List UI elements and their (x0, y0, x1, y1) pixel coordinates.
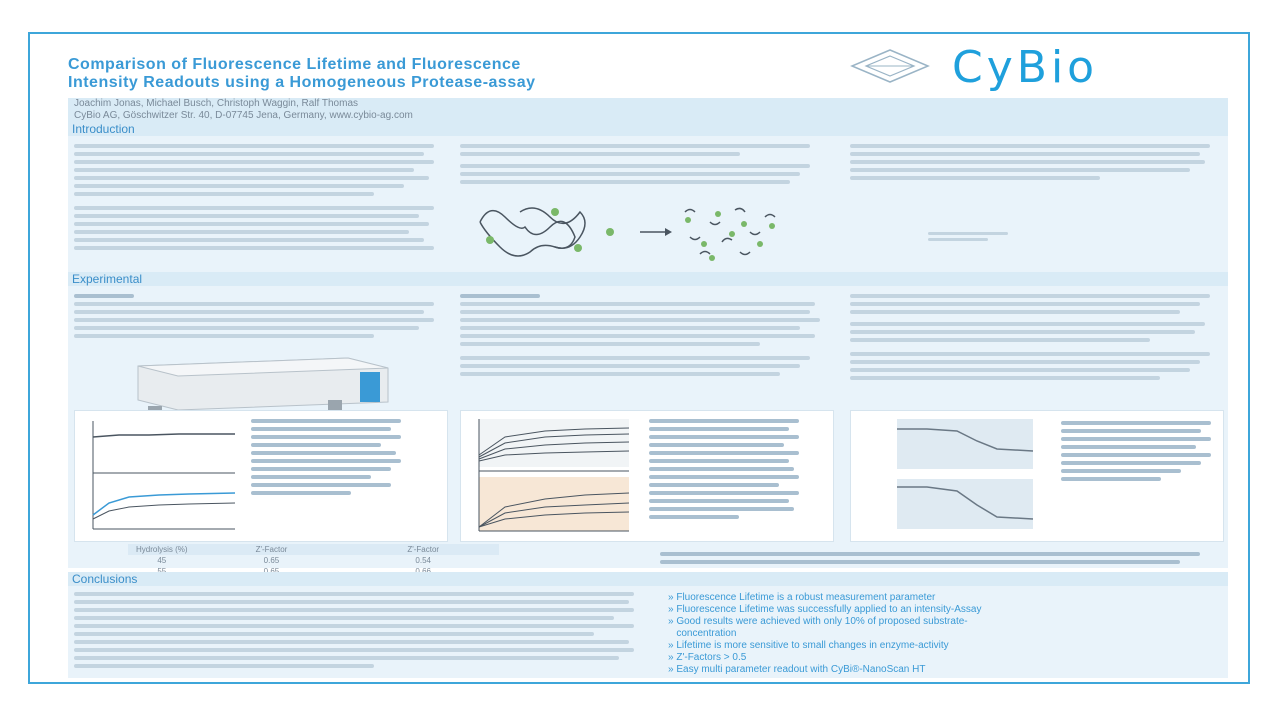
table-cell: 0.65 (263, 556, 280, 565)
list-item: concentration (668, 628, 737, 639)
authors-affiliation: CyBio AG, Göschwitzer Str. 40, D-07745 Jena, Germany, www.cybio-ag.com (74, 110, 413, 121)
table-header: Hydrolysis (%) (128, 544, 196, 555)
introduction-section (68, 122, 1228, 272)
list-item: » Fluorescence Lifetime is a robust measurement parameter (668, 592, 936, 603)
protease-reaction-figure (460, 192, 820, 264)
table-header: Z'-Factor (347, 544, 499, 555)
conclusions-heading: Conclusions (68, 572, 1228, 586)
list-item: » Lifetime is more sensitive to small changes in enzyme-activity (668, 640, 949, 651)
title-line-2: Intensity Readouts using a Homogeneous Protease-assay (68, 74, 536, 91)
list-item: » Easy multi parameter readout with CyBi®-NanoScan HT (668, 664, 926, 675)
experimental-heading: Experimental (68, 272, 1228, 286)
figure-middle (460, 410, 834, 542)
list-item: » Z'-Factors > 0.5 (668, 652, 747, 663)
poster-title (68, 56, 828, 92)
table-cell: 0.54 (415, 556, 431, 565)
authors-names: Joachim Jonas, Michael Busch, Christoph Waggin, Ralf Thomas (74, 98, 359, 109)
figure-left (74, 410, 448, 542)
conclusions-bullets (668, 592, 981, 676)
introduction-heading: Introduction (68, 122, 1228, 136)
title-line-1: Comparison of Fluorescence Lifetime and Fluorescence (68, 56, 521, 73)
table-header-row (128, 544, 499, 555)
list-item: » Fluorescence Lifetime was successfully applied to an intensity-Assay (668, 604, 982, 615)
conclusions-section (68, 572, 1228, 678)
cybio-logo-icon (850, 48, 930, 84)
poster (28, 32, 1250, 684)
list-item: » Good results were achieved with only 10% of proposed substrate- (668, 616, 968, 627)
figure-right (850, 410, 1224, 542)
table-cell: 45 (157, 556, 167, 565)
authors-bar (68, 98, 1228, 124)
table-header: Z'-Factor (196, 544, 348, 555)
dose-response-chart (887, 415, 1037, 535)
poster-header (30, 34, 1248, 92)
experimental-section (68, 272, 1228, 568)
table-row (128, 555, 499, 566)
standard-curves-chart (79, 415, 239, 535)
cybio-logo: CyBio (952, 42, 1099, 93)
kinetics-chart (465, 415, 641, 537)
